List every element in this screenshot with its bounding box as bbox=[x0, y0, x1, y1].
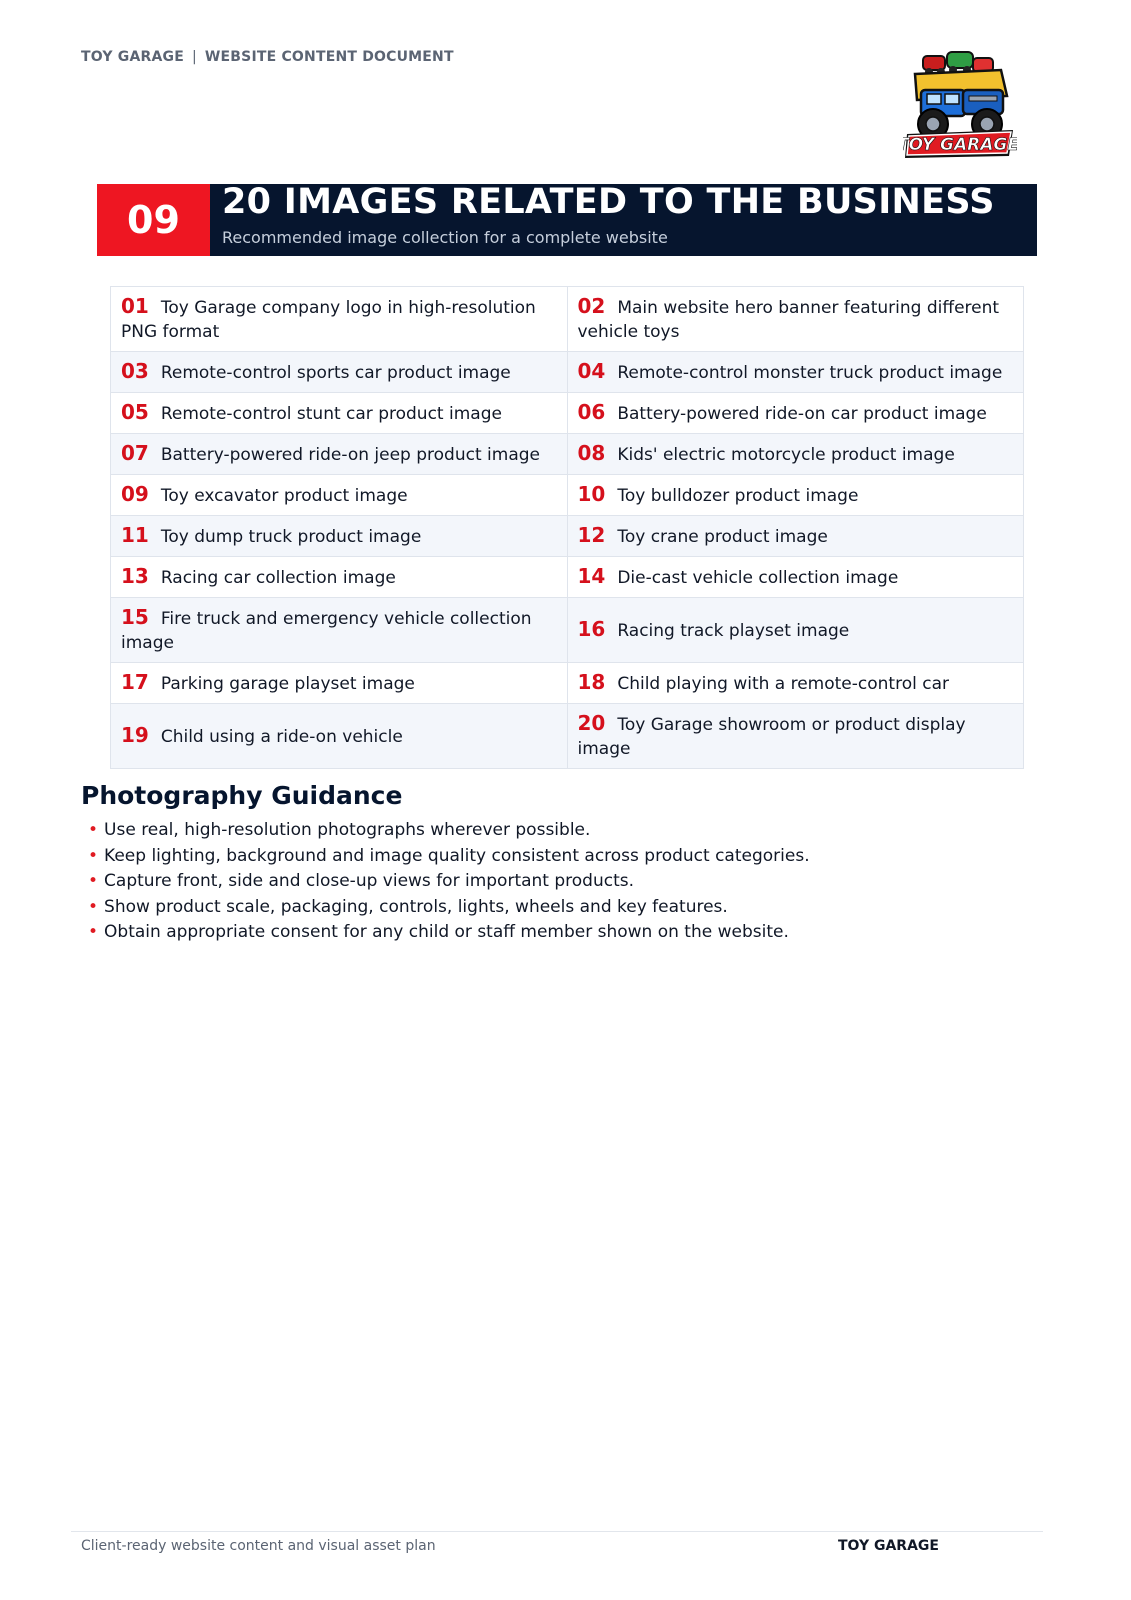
image-item-number: 08 bbox=[577, 441, 606, 465]
table-row bbox=[111, 475, 1024, 516]
image-item-label: Battery-powered ride-on jeep product image bbox=[160, 445, 540, 465]
image-item-number: 19 bbox=[121, 723, 149, 747]
section-subtitle: Recommended image collection for a complete website bbox=[222, 228, 668, 247]
image-item-label: Racing track playset image bbox=[617, 621, 850, 641]
image-item-label: Child using a ride-on vehicle bbox=[160, 727, 403, 747]
image-item bbox=[111, 287, 568, 352]
image-item bbox=[567, 287, 1024, 352]
table-row bbox=[111, 393, 1024, 434]
image-item-label: Remote-control sports car product image bbox=[160, 363, 511, 383]
image-item bbox=[111, 516, 568, 557]
image-item bbox=[567, 475, 1024, 516]
guidance-text: Capture front, side and close-up views for important products. bbox=[104, 871, 635, 891]
guidance-text: Keep lighting, background and image quality consistent across product categories. bbox=[104, 845, 810, 866]
image-item-label: Main website hero banner featuring different vehicle toys bbox=[577, 298, 1000, 342]
table-row bbox=[111, 663, 1024, 704]
image-item-label: Parking garage playset image bbox=[160, 674, 415, 694]
image-item-number: 07 bbox=[121, 441, 149, 465]
image-item-label: Battery-powered ride-on car product image bbox=[617, 404, 987, 424]
table-row bbox=[111, 557, 1024, 598]
list-item bbox=[88, 920, 810, 946]
footer-brand: TOY GARAGE bbox=[838, 1538, 939, 1554]
image-item-number: 14 bbox=[577, 564, 606, 588]
toy-garage-logo bbox=[903, 50, 1017, 160]
image-item bbox=[111, 598, 568, 663]
bullet-icon: • bbox=[88, 820, 99, 840]
bullet-icon: • bbox=[88, 871, 99, 891]
section-header bbox=[97, 184, 1037, 256]
image-item-label: Remote-control monster truck product image bbox=[617, 363, 1003, 383]
guidance-list bbox=[88, 818, 810, 946]
image-item-number: 02 bbox=[577, 294, 606, 318]
logo-text: TOY GARAGE bbox=[903, 135, 1017, 155]
list-item bbox=[88, 818, 810, 844]
table-row bbox=[111, 287, 1024, 352]
image-item-number: 11 bbox=[121, 523, 149, 547]
section-number: 09 bbox=[97, 184, 210, 256]
table-row bbox=[111, 434, 1024, 475]
guidance-text: Show product scale, packaging, controls, lights, wheels and key features. bbox=[104, 896, 728, 917]
image-item bbox=[567, 352, 1024, 393]
guidance-text: Obtain appropriate consent for any child or staff member shown on the website. bbox=[104, 922, 789, 942]
section-title-block bbox=[210, 184, 1037, 256]
image-item bbox=[567, 516, 1024, 557]
image-item-number: 03 bbox=[121, 359, 149, 383]
list-item bbox=[88, 869, 810, 895]
image-item-number: 17 bbox=[121, 670, 149, 694]
image-item-label: Toy bulldozer product image bbox=[617, 486, 859, 506]
image-item bbox=[567, 557, 1024, 598]
image-item-number: 13 bbox=[121, 564, 149, 588]
image-item-label: Toy Garage company logo in high-resolution PNG format bbox=[121, 298, 536, 342]
image-item-label: Child playing with a remote-control car bbox=[617, 674, 949, 694]
header-separator: | bbox=[191, 49, 197, 65]
image-item-number: 15 bbox=[121, 605, 149, 629]
table-row bbox=[111, 516, 1024, 557]
image-item bbox=[567, 434, 1024, 475]
image-item-label: Racing car collection image bbox=[160, 568, 396, 588]
footer-divider bbox=[71, 1531, 1043, 1532]
image-item bbox=[567, 704, 1024, 769]
image-item-label: Toy Garage showroom or product display image bbox=[577, 715, 966, 759]
image-item-number: 10 bbox=[577, 482, 606, 506]
image-item-number: 05 bbox=[121, 400, 149, 424]
bullet-icon: • bbox=[88, 845, 99, 866]
image-item bbox=[111, 557, 568, 598]
image-item bbox=[111, 434, 568, 475]
section-title: 20 IMAGES RELATED TO THE BUSINESS bbox=[222, 182, 995, 222]
image-item bbox=[111, 475, 568, 516]
bullet-icon: • bbox=[88, 922, 99, 942]
image-item-label: Toy dump truck product image bbox=[160, 527, 422, 547]
image-item-label: Remote-control stunt car product image bbox=[160, 404, 502, 424]
image-item bbox=[111, 393, 568, 434]
bullet-icon: • bbox=[88, 896, 99, 917]
image-item-number: 16 bbox=[577, 617, 606, 641]
image-item-number: 12 bbox=[577, 523, 606, 547]
image-item bbox=[567, 393, 1024, 434]
image-item-label: Fire truck and emergency vehicle collection image bbox=[121, 609, 532, 653]
image-item-number: 01 bbox=[121, 294, 149, 318]
header-brand: TOY GARAGE bbox=[81, 49, 184, 65]
list-item bbox=[88, 895, 810, 921]
table-row bbox=[111, 352, 1024, 393]
image-item bbox=[111, 704, 568, 769]
header-doc-type: WEBSITE CONTENT DOCUMENT bbox=[204, 49, 454, 65]
guidance-text: Use real, high-resolution photographs wherever possible. bbox=[104, 820, 591, 840]
image-item-number: 18 bbox=[577, 670, 606, 694]
image-item-label: Toy crane product image bbox=[617, 527, 828, 547]
list-item bbox=[88, 844, 810, 870]
document-header bbox=[81, 49, 454, 65]
image-item bbox=[111, 352, 568, 393]
image-item-number: 09 bbox=[121, 482, 149, 506]
image-item-number: 20 bbox=[577, 711, 606, 735]
footer-caption: Client-ready website content and visual asset plan bbox=[81, 1538, 436, 1554]
image-list-table bbox=[110, 286, 1024, 769]
table-row bbox=[111, 704, 1024, 769]
image-item bbox=[567, 598, 1024, 663]
guidance-title: Photography Guidance bbox=[81, 781, 403, 810]
image-item bbox=[567, 663, 1024, 704]
image-item-label: Toy excavator product image bbox=[160, 486, 408, 506]
image-item-number: 04 bbox=[577, 359, 606, 383]
image-item-label: Kids' electric motorcycle product image bbox=[617, 445, 955, 465]
image-item bbox=[111, 663, 568, 704]
table-row bbox=[111, 598, 1024, 663]
image-item-number: 06 bbox=[577, 400, 606, 424]
image-item-label: Die-cast vehicle collection image bbox=[617, 568, 899, 588]
